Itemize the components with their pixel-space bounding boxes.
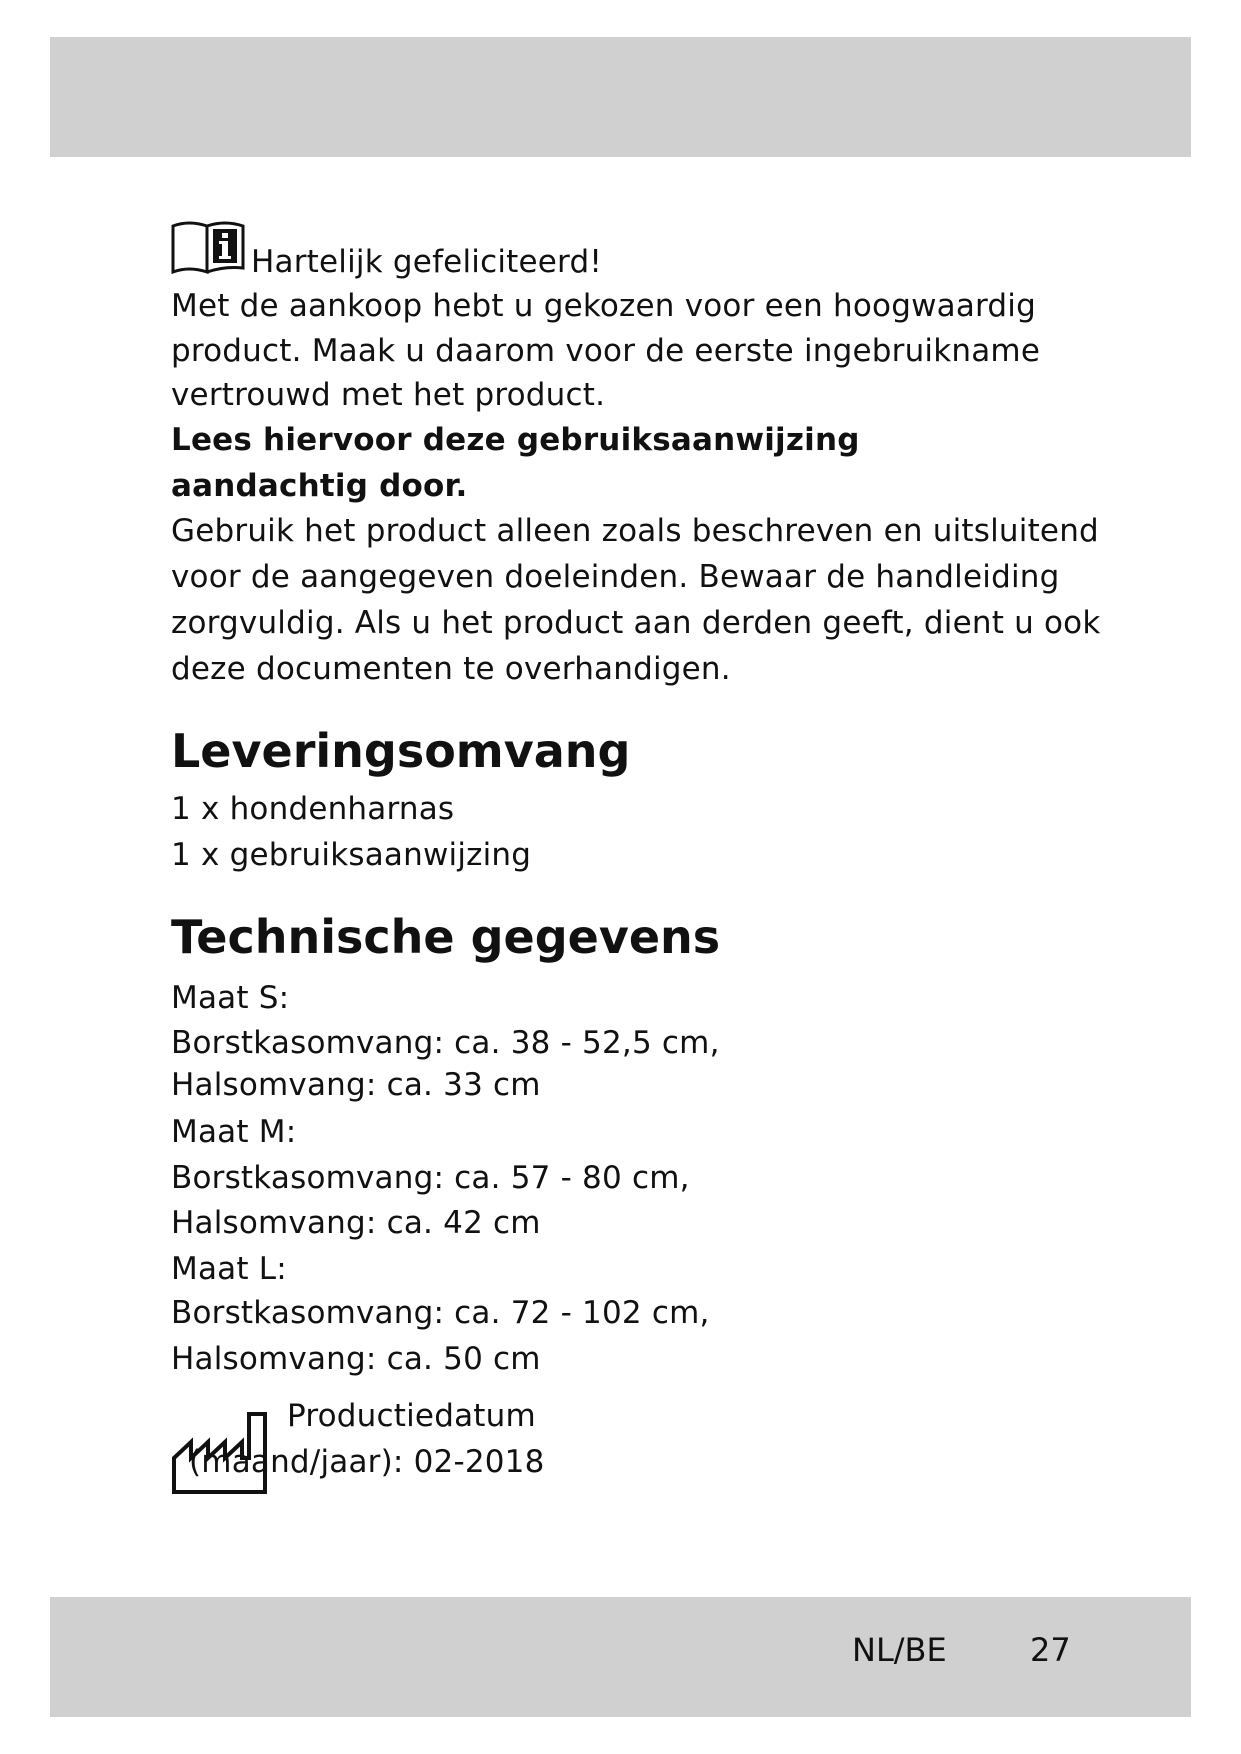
usage-line: deze documenten te overhandigen. [171, 651, 731, 687]
spec-line: Halsomvang: ca. 42 cm [171, 1205, 541, 1241]
spec-line: Halsomvang: ca. 33 cm [171, 1067, 541, 1103]
intro-line: vertrouwd met het product. [171, 377, 606, 413]
info-book-icon [171, 216, 245, 276]
spec-line: Borstkasomvang: ca. 72 - 102 cm, [171, 1295, 710, 1331]
delivery-item: 1 x gebruiksaanwijzing [171, 837, 532, 873]
intro-bold-line: Lees hiervoor deze gebruiksaanwijzing [171, 422, 860, 458]
spec-line: Maat M: [171, 1114, 297, 1150]
usage-line: Gebruik het product alleen zoals beschreven en uitsluitend [171, 513, 1099, 549]
production-date-label: Productiedatum [287, 1398, 536, 1434]
delivery-item: 1 x hondenharnas [171, 791, 455, 827]
header-band [50, 37, 1191, 157]
production-date-value: (maand/jaar): 02-2018 [189, 1444, 545, 1480]
spec-line: Halsomvang: ca. 50 cm [171, 1341, 541, 1377]
page-number: 27 [1030, 1631, 1071, 1669]
spec-line: Maat S: [171, 980, 290, 1016]
intro-line: product. Maak u daarom voor de eerste ingebruikname [171, 333, 1041, 369]
usage-line: zorgvuldig. Als u het product aan derden geeft, dient u ook [171, 605, 1101, 641]
delivery-heading: Leveringsomvang [171, 724, 631, 778]
specs-heading: Technische gegevens [171, 910, 721, 964]
intro-bold-line: aandachtig door. [171, 468, 468, 504]
footer-language: NL/BE [852, 1631, 947, 1669]
footer-band [50, 1597, 1191, 1717]
spec-line: Borstkasomvang: ca. 38 - 52,5 cm, [171, 1025, 720, 1061]
greeting: Hartelijk gefeliciteerd! [251, 244, 602, 280]
spec-line: Borstkasomvang: ca. 57 - 80 cm, [171, 1160, 690, 1196]
usage-line: voor de aangegeven doeleinden. Bewaar de handleiding [171, 559, 1060, 595]
intro-line: Met de aankoop hebt u gekozen voor een hoogwaardig [171, 288, 1036, 324]
factory-icon [171, 1410, 267, 1494]
spec-line: Maat L: [171, 1251, 287, 1287]
